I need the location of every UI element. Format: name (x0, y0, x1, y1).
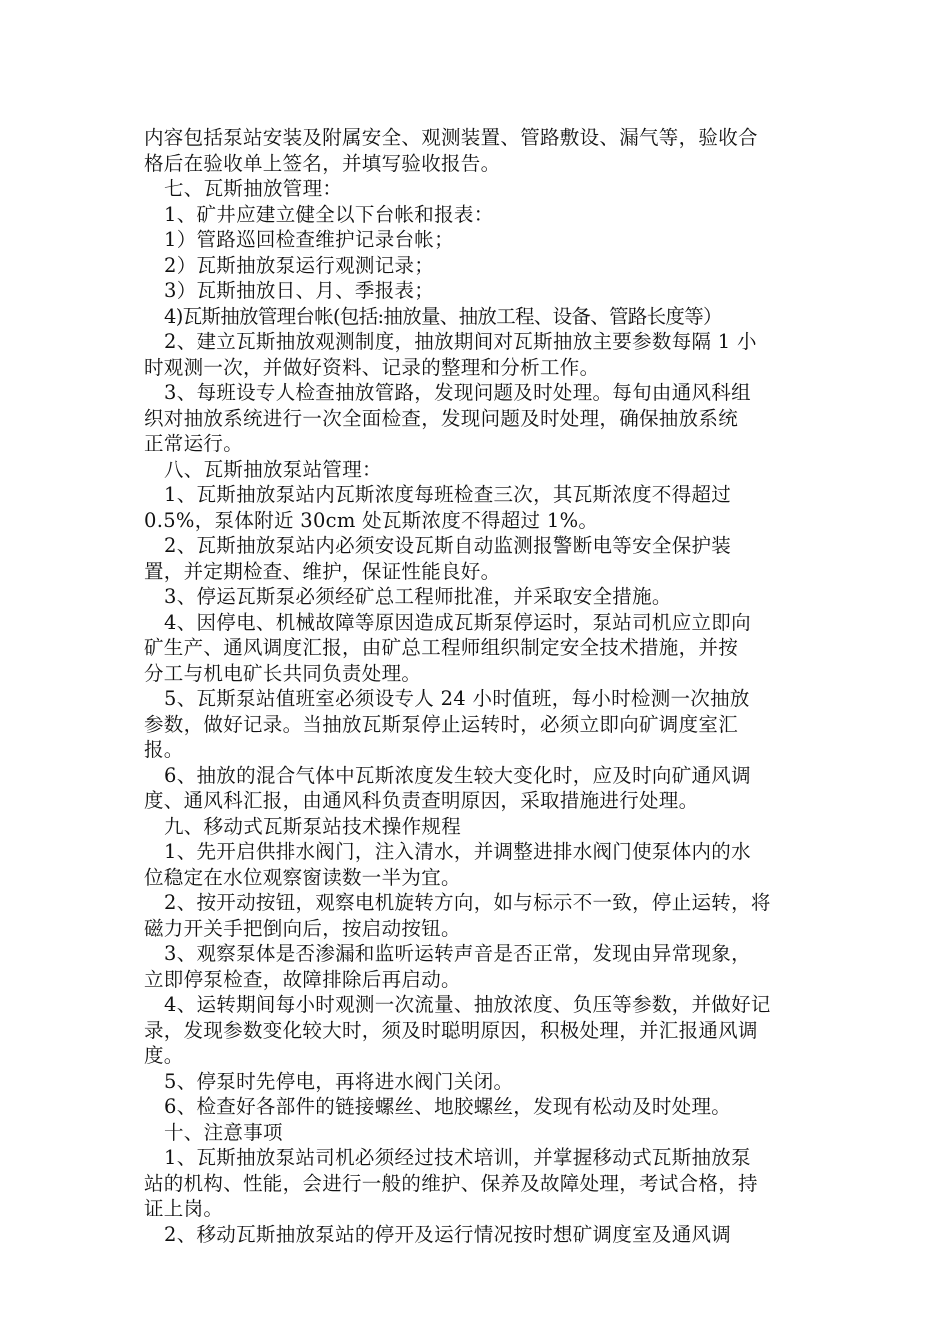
text-line: 2、移动瓦斯抽放泵站的停开及运行情况按时想矿调度室及通风调 (164, 1222, 732, 1246)
text-line: 格后在验收单上签名，并填写验收报告。 (144, 151, 501, 175)
text-line: 1、矿井应建立健全以下台帐和报表： (164, 202, 494, 226)
document-body (144, 125, 809, 1247)
text-line: 0.5%，泵体附近 30cm 处瓦斯浓度不得超过 1%。 (144, 508, 599, 532)
text-line: 3、观察泵体是否渗漏和监听运转声音是否正常，发现由异常现象， (164, 942, 751, 965)
text-line: 参数，做好记录。当抽放瓦斯泵停止运转时，必须立即向矿调度室汇 (144, 712, 739, 736)
list-item: 3）瓦斯抽放日、月、季报表； (164, 279, 435, 302)
text-line: 磁力开关手把倒向后，按启动按钮。 (144, 916, 461, 940)
text-line: 置，并定期检查、维护，保证性能良好。 (144, 559, 501, 583)
text-line: 矿生产、通风调度汇报，由矿总工程师组织制定安全技术措施，并按 (144, 636, 739, 659)
list-item: 2）瓦斯抽放泵运行观测记录； (164, 253, 435, 277)
section-heading: 七、瓦斯抽放管理： (164, 177, 343, 200)
text-line: 时观测一次，并做好资料、记录的整理和分析工作。 (144, 355, 600, 379)
text-line: 2、按开动按钮，观察电机旋转方向，如与标示不一致，停止运转，将 (164, 891, 771, 914)
section-heading: 十、注意事项 (164, 1120, 283, 1144)
text-line: 织对抽放系统进行一次全面检查，发现问题及时处理，确保抽放系统 (144, 406, 739, 430)
text-line: 度。 (144, 1044, 184, 1067)
text-line: 录，发现参数变化较大时，须及时聪明原因，积极处理，并汇报通风调 (144, 1018, 758, 1042)
text-line: 5、停泵时先停电，再将进水阀门关闭。 (164, 1069, 514, 1093)
text-line: 1、瓦斯抽放泵站内瓦斯浓度每班检查三次，其瓦斯浓度不得超过 (164, 483, 732, 506)
text-line: 1、先开启供排水阀门，注入清水，并调整进排水阀门使泵体内的水 (164, 840, 751, 863)
list-item: 1）管路巡回检查维护记录台帐； (164, 228, 454, 251)
text-line: 3、每班设专人检查抽放管路，发现问题及时处理。每旬由通风科组 (164, 381, 751, 404)
text-line: 5、瓦斯泵站值班室必须设专人 24 小时值班，每小时检测一次抽放 (164, 687, 750, 710)
text-line: 3、停运瓦斯泵必须经矿总工程师批准，并采取安全措施。 (164, 585, 672, 608)
text-line: 内容包括泵站安装及附属安全、观测装置、管路敷设、漏气等，验收合 (144, 126, 758, 149)
text-line: 2、瓦斯抽放泵站内必须安设瓦斯自动监测报警断电等安全保护装 (164, 534, 732, 557)
text-line: 4、因停电、机械故障等原因造成瓦斯泵停运时，泵站司机应立即向 (164, 610, 751, 634)
section-heading: 九、移动式瓦斯泵站技术操作规程 (164, 814, 462, 838)
text-line: 报。 (144, 738, 184, 761)
text-line: 分工与机电矿长共同负责处理。 (144, 661, 422, 685)
text-line: 站的机构、性能，会进行一般的维护、保养及故障处理，考试合格，持 (144, 1171, 758, 1195)
text-line: 2、建立瓦斯抽放观测制度，抽放期间对瓦斯抽放主要参数每隔 1 小 (164, 330, 757, 353)
text-line: 4、运转期间每小时观测一次流量、抽放浓度、负压等参数，并做好记 (164, 993, 771, 1016)
text-line: 正常运行。 (144, 432, 244, 455)
text-line: 1、瓦斯抽放泵站司机必须经过技术培训，并掌握移动式瓦斯抽放泵 (164, 1146, 751, 1169)
section-heading: 八、瓦斯抽放泵站管理： (164, 457, 382, 481)
text-line: 立即停泵检查，故障排除后再启动。 (144, 967, 461, 991)
text-line: 度、通风科汇报，由通风科负责查明原因，采取措施进行处理。 (144, 789, 699, 812)
list-item: 4)瓦斯抽放管理台帐(包括:抽放量、抽放工程、设备、管路长度等） (164, 304, 722, 328)
text-line: 证上岗。 (144, 1197, 224, 1220)
text-line: 位稳定在水位观察窗读数一半为宜。 (144, 865, 461, 889)
text-line: 6、检查好各部件的链接螺丝、地胶螺丝，发现有松动及时处理。 (164, 1095, 732, 1118)
text-line: 6、抽放的混合气体中瓦斯浓度发生较大变化时，应及时向矿通风调 (164, 763, 751, 787)
